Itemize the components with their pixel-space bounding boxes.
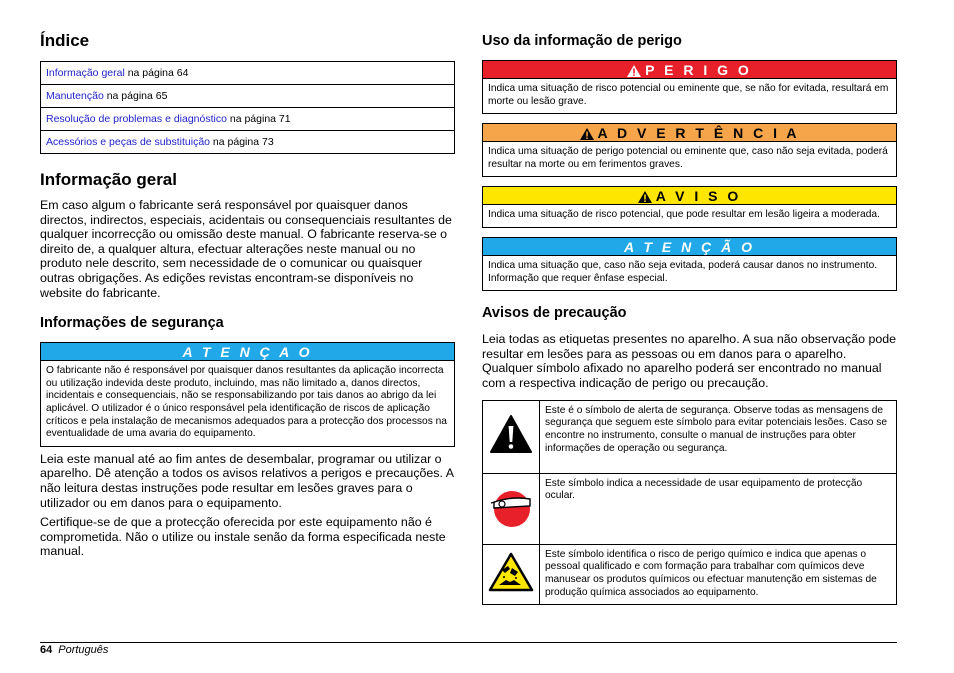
index-row	[41, 85, 455, 108]
right-column	[482, 30, 897, 605]
caution-box	[482, 186, 897, 228]
symbol-description: Este símbolo identifica o risco de perigo químico e indica que apenas o pessoal qualificado e com formação para trabalhar com químicos deve manusear os produtos químicos ou efectuar manutenção em sistemas de produção química associados ao equipamento.	[540, 544, 897, 604]
warning-header-label: A D V E R T Ê N C I A	[597, 125, 800, 142]
page-number: 64	[40, 644, 53, 656]
symbol-description: Este símbolo indica a necessidade de usar equipamento de protecção ocular.	[540, 473, 897, 544]
index-link[interactable]: Manutenção	[46, 90, 104, 102]
safety-paragraph-read-manual: Leia este manual até ao fim antes de desembalar, programar ou utilizar o aparelho. Dê atenção a todos os avisos relativos a perigos e precauções. A não leitura destas instruções pode resultar em lesões graves para o utilizador ou em danos para o equipamento.	[40, 451, 454, 510]
hazard-info-title: Uso da informação de perigo	[482, 33, 682, 49]
index-row	[41, 131, 455, 154]
symbol-description: Este é o símbolo de alerta de segurança. Observe todas as mensagens de segurança que seguem este símbolo para evitar potenciais lesões. Caso se encontre no instrumento, consulte o manual de instruções para obter informações de operação ou segurança.	[540, 400, 897, 473]
warning-triangle-icon	[580, 128, 594, 140]
notice-box	[40, 342, 455, 447]
index-row	[41, 108, 455, 131]
caution-header-label: A V I S O	[655, 188, 742, 205]
warning-body: Indica uma situação de perigo potencial ou eminente que, caso não seja evitada, poderá resultar na morte ou em ferimentos graves.	[488, 146, 888, 170]
caution-body: Indica uma situação de risco potencial, que pode resultar em lesão ligeira a moderada.	[488, 209, 880, 221]
notice-header: A T E N Ç A O	[41, 343, 454, 361]
symbol-table	[482, 400, 897, 605]
eye-protection-icon	[488, 483, 534, 529]
symbol-row	[483, 473, 897, 544]
caution-header	[483, 187, 896, 205]
warning-triangle-icon	[627, 65, 641, 77]
footer-divider	[40, 642, 897, 643]
symbol-row	[483, 544, 897, 604]
symbol-row	[483, 400, 897, 473]
safety-info-title: Informações de segurança	[40, 315, 224, 332]
index-page-ref: na página 65	[103, 90, 168, 102]
notice-body: Indica uma situação que, caso não seja evitada, poderá causar danos no instrumento. Informação que requer ênfase especial.	[488, 259, 878, 284]
index-link[interactable]: Informação geral	[46, 67, 125, 79]
safety-alert-icon	[489, 414, 533, 454]
index-title: Índice	[40, 31, 90, 50]
general-info-paragraph: Em caso algum o fabricante será responsável por quaisquer danos directos, indirectos, especiais, acidentais ou consequenciais resultantes de qualquer incorrecção ou omissão deste manual. O fabricante reserva-se o direito de, a qualquer altura, efectuar alterações neste manual ou no produto nele descrito, sem necessidade de o comunicar ou quaisquer outras obrigações. As edições revistas encontram-se disponíveis no website do fabricante.	[40, 198, 452, 300]
index-table	[40, 61, 455, 154]
footer-language: Português	[58, 644, 109, 656]
safety-paragraph-protection: Certifique-se de que a protecção oferecida por este equipamento não é comprometida. Não o utilize ou instale senão da forma especificada neste manual.	[40, 515, 446, 559]
index-page-ref: na página 73	[210, 136, 274, 148]
general-info-title: Informação geral	[40, 170, 177, 189]
warning-header	[483, 124, 896, 142]
chemical-hazard-icon	[488, 552, 534, 592]
precaution-title: Avisos de precaução	[482, 305, 627, 322]
index-link[interactable]: Acessórios e peças de substituição	[46, 136, 211, 148]
notice-box	[482, 237, 897, 291]
danger-body: Indica uma situação de risco potencial ou eminente que, se não for evitada, resultará em morte ou lesão grave.	[488, 83, 889, 107]
danger-header	[483, 61, 896, 79]
index-page-ref: na página 71	[226, 113, 291, 125]
danger-header-label: P E R I G O	[645, 62, 752, 78]
left-column	[40, 30, 455, 559]
warning-triangle-icon	[638, 191, 652, 203]
warning-box	[482, 123, 897, 177]
danger-box	[482, 60, 897, 114]
notice-header: A T E N Ç Ã O	[483, 238, 896, 256]
page-footer	[40, 644, 108, 656]
notice-body: O fabricante não é responsável por quaisquer danos resultantes da aplicação incorrecta ou utilização indevida deste produto, incluindo, mas não limitado a, danos directos, incidentais e consequenciais, não se responsabilizando por tais danos ao abrigo da lei aplicável. O utilizador é o único responsável pela identificação de riscos de aplicação críticos e pela instalação de mecanismos adequados para a protecção dos processos na eventualidade de uma avaria do equipamento.	[46, 365, 447, 440]
index-page-ref: na página 64	[124, 67, 189, 79]
index-row	[41, 62, 455, 85]
precaution-paragraph: Leia todas as etiquetas presentes no aparelho. A sua não observação pode resultar em lesões para as pessoas ou em danos para o aparelho. Qualquer símbolo afixado no aparelho poderá ser encontrado no manual com a respectiva indicação de perigo ou precaução.	[482, 332, 897, 390]
index-link[interactable]: Resolução de problemas e diagnóstico	[46, 113, 227, 125]
